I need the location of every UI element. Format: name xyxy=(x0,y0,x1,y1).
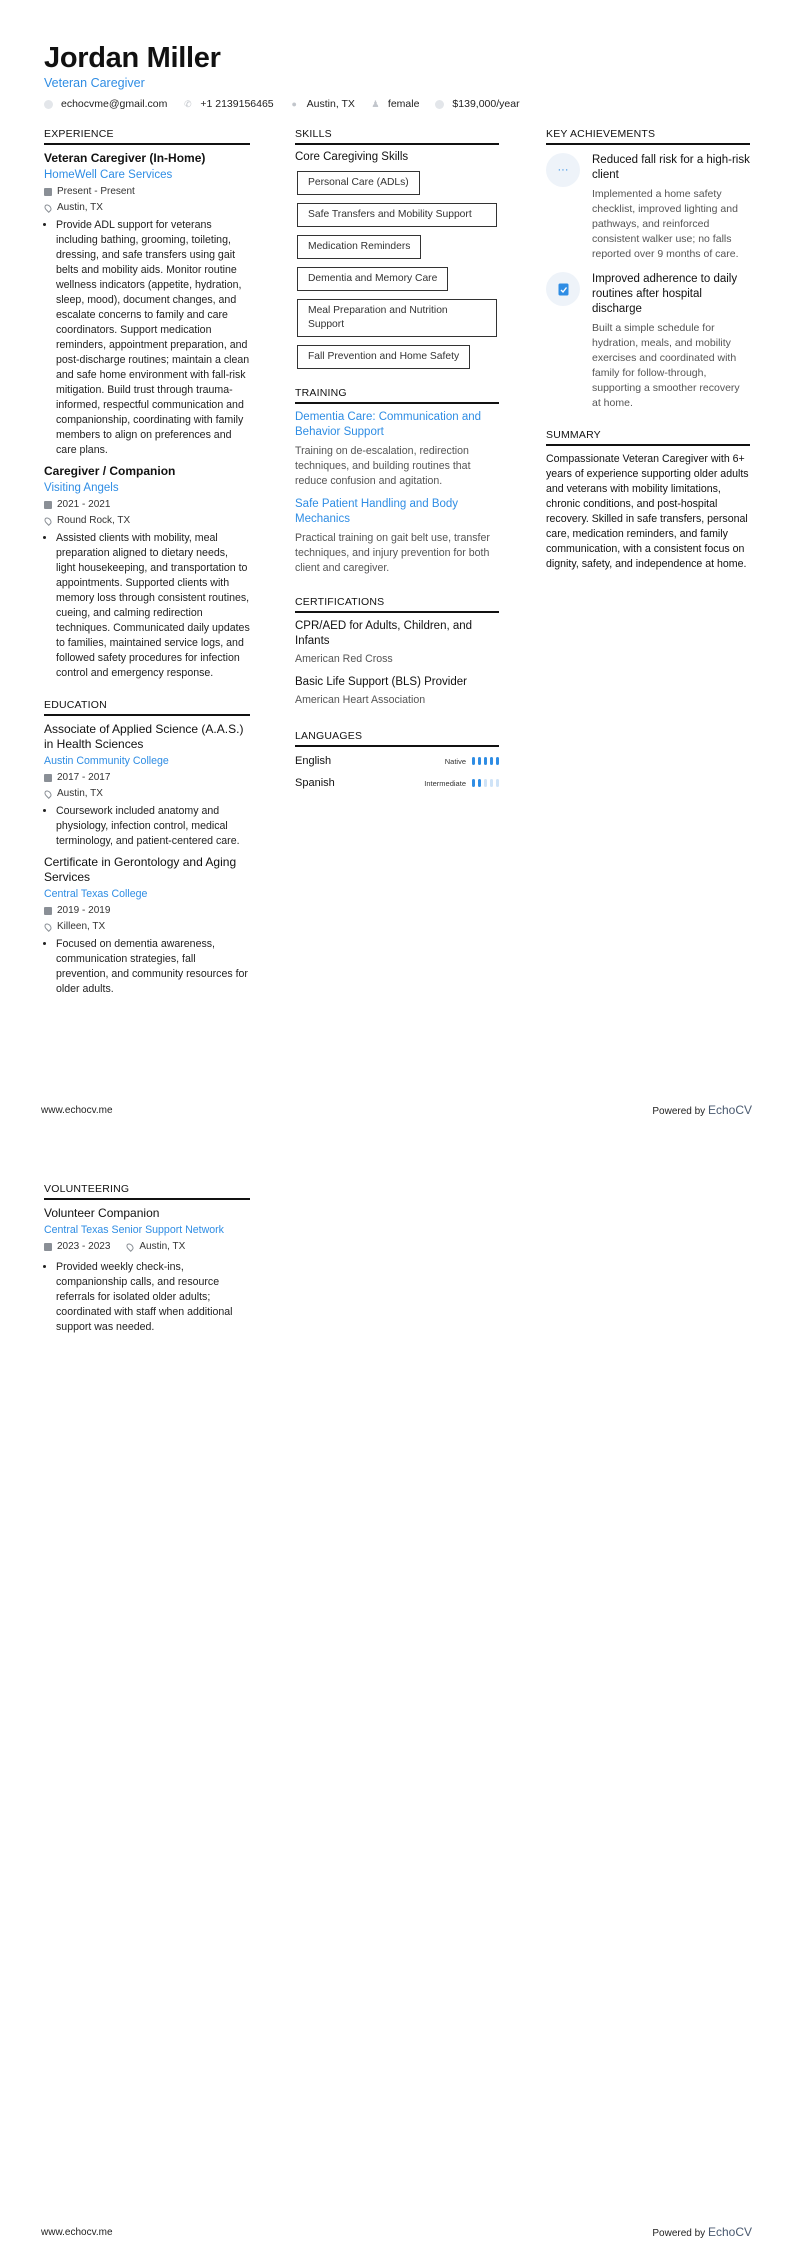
skill-tag: Personal Care (ADLs) xyxy=(297,171,420,195)
candidate-title: Veteran Caregiver xyxy=(44,76,145,90)
language-meter-segment xyxy=(484,779,487,787)
certification-title: CPR/AED for Adults, Children, and Infants xyxy=(295,620,473,647)
language-row xyxy=(295,755,499,767)
experience-org: Visiting Angels xyxy=(44,482,119,494)
certification-title: Basic Life Support (BLS) Provider xyxy=(295,676,467,688)
calendar-icon xyxy=(44,1243,52,1251)
languages-heading: LANGUAGES xyxy=(295,730,499,747)
contact-phone: ✆ +1 2139156465 xyxy=(184,98,274,110)
location-pin-icon xyxy=(43,203,53,213)
footer-website[interactable]: www.echocv.me xyxy=(41,2227,113,2238)
skills-list xyxy=(295,163,499,369)
volunteering-heading: VOLUNTEERING xyxy=(44,1183,250,1200)
email-icon xyxy=(44,100,53,109)
education-school: Austin Community College xyxy=(44,755,169,767)
achievement-title: Reduced fall risk for a high-risk client xyxy=(592,154,750,181)
education-location: Killeen, TX xyxy=(57,921,106,932)
experience-bullet: • Provide ADL support for veterans including bathing, grooming, toileting, dressing, and safe transfers using gait belts and mobility aids. Monitor routine wellness indicators (appetite, hydration, sleep, mood), document changes, and escalate concerns to family and care coordinators. Support medication reminders, appointment preparation, and post-discharge routines; maintain a clean and safe home environment with fall-risk mitigation. Build trust through trauma-informed, respectful communication and companionship, coordinating with family members to align on preferences and care plans. xyxy=(56,218,250,458)
education-dates: 2019 - 2019 xyxy=(57,905,111,916)
contact-salary: $139,000/year xyxy=(435,98,519,110)
location-pin-icon xyxy=(43,516,53,526)
achievement-item xyxy=(546,272,750,411)
skills-group-title: Core Caregiving Skills xyxy=(295,151,409,163)
certification-org: American Heart Association xyxy=(295,694,426,706)
person-icon: ♟ xyxy=(371,98,380,109)
language-meter-segment xyxy=(490,757,493,765)
language-level: Native xyxy=(444,756,466,766)
language-meter-segment xyxy=(496,779,499,787)
location-pin-icon xyxy=(43,922,53,932)
training-desc: Practical training on gait belt use, transfer techniques, and injury prevention for both client and caregiver. xyxy=(295,532,490,574)
contact-row xyxy=(44,98,520,110)
training-title: Safe Patient Handling and Body Mechanics xyxy=(295,498,459,525)
footer-brand: EchoCV xyxy=(707,2225,752,2239)
experience-bullet: • Assisted clients with mobility, meal preparation aligned to dietary needs, light housekeeping, and transportation to appointments. Supported clients with memory loss through consistent routines, cueing, and calming redirection techniques. Communicated daily updates to families, maintained service logs, and followed safety procedures for infection control and emergency response. xyxy=(56,531,250,681)
language-meter-segment xyxy=(472,779,475,787)
skill-tag: Dementia and Memory Care xyxy=(297,267,448,291)
experience-location: Round Rock, TX xyxy=(57,515,131,526)
certification-org: American Red Cross xyxy=(295,653,393,665)
education-degree: Certificate in Gerontology and Aging Services xyxy=(44,855,237,884)
education-school: Central Texas College xyxy=(44,888,148,900)
skill-tag: Medication Reminders xyxy=(297,235,421,259)
experience-role: Caregiver / Companion xyxy=(44,464,176,478)
training-heading: TRAINING xyxy=(295,387,499,404)
certifications-heading: CERTIFICATIONS xyxy=(295,596,499,613)
salary-icon xyxy=(435,100,444,109)
language-name: English xyxy=(295,755,332,767)
training-title: Dementia Care: Communication and Behavior Support xyxy=(295,411,482,438)
language-meter xyxy=(472,757,499,765)
language-meter-segment xyxy=(496,757,499,765)
volunteering-section xyxy=(44,1183,250,1335)
calendar-icon xyxy=(44,774,52,782)
contact-gender: ♟ female xyxy=(371,98,420,110)
summary-text: Compassionate Veteran Caregiver with 6+ years of experience supporting older adults and veterans with mobility limitations, chronic conditions, and post-hospital recovery. Skilled in safe transfers, personal care, medication reminders, and family communication, with a consistent focus on dignity, safety, and independence at home. xyxy=(546,453,749,570)
achievement-desc: Implemented a home safety checklist, improved lighting and pathways, and reinforced consistent walker use; no falls reported over 9 months of care. xyxy=(592,188,739,260)
experience-org: HomeWell Care Services xyxy=(44,169,173,181)
contact-location: ● Austin, TX xyxy=(291,98,355,110)
experience-dates: 2021 - 2021 xyxy=(57,499,111,510)
language-level: Intermediate xyxy=(424,778,466,788)
location-pin-icon xyxy=(43,789,53,799)
language-meter xyxy=(472,779,499,787)
language-meter-segment xyxy=(490,779,493,787)
volunteer-bullet: • Provided weekly check-ins, companionship calls, and resource referrals for isolated older adults; coordinated with staff when additional support was needed. xyxy=(56,1260,250,1335)
experience-dates: Present - Present xyxy=(57,186,135,197)
education-heading: EDUCATION xyxy=(44,699,250,716)
language-meter-segment xyxy=(484,757,487,765)
footer-website[interactable]: www.echocv.me xyxy=(41,1105,113,1116)
calendar-icon xyxy=(44,188,52,196)
experience-heading: EXPERIENCE xyxy=(44,128,250,145)
training-desc: Training on de-escalation, redirection techniques, and building routines that reduce confusion and agitation. xyxy=(295,445,471,487)
summary-heading: SUMMARY xyxy=(546,429,750,446)
education-item xyxy=(44,855,250,997)
education-bullet: • Focused on dementia awareness, communication strategies, fall prevention, and community resources for older adults. xyxy=(56,937,250,997)
middle-column xyxy=(295,128,499,789)
location-pin-icon xyxy=(125,1242,135,1252)
experience-item xyxy=(44,151,250,458)
footer-powered: Powered by EchoCV xyxy=(652,1103,752,1117)
skill-tag: Fall Prevention and Home Safety xyxy=(297,345,470,369)
calendar-icon xyxy=(44,907,52,915)
education-bullet: • Coursework included anatomy and physiology, infection control, medical terminology, and patient-centered care. xyxy=(56,804,250,849)
language-meter-segment xyxy=(472,757,475,765)
left-column xyxy=(44,128,250,997)
language-meter-segment xyxy=(478,757,481,765)
dots-icon: ··· xyxy=(546,153,580,187)
skill-tag: Meal Preparation and Nutrition Support xyxy=(297,299,497,337)
achievement-title: Improved adherence to daily routines after hospital discharge xyxy=(592,273,738,315)
experience-location: Austin, TX xyxy=(57,202,103,213)
skills-heading: SKILLS xyxy=(295,128,499,145)
clipboard-icon xyxy=(546,272,580,306)
education-dates: 2017 - 2017 xyxy=(57,772,111,783)
language-name: Spanish xyxy=(295,777,335,789)
volunteer-location: Austin, TX xyxy=(139,1241,186,1252)
location-icon: ● xyxy=(291,98,297,109)
phone-icon: ✆ xyxy=(184,98,192,109)
education-item xyxy=(44,722,250,849)
language-row xyxy=(295,777,499,789)
education-location: Austin, TX xyxy=(57,788,103,799)
language-meter-segment xyxy=(478,779,481,787)
right-column xyxy=(546,128,750,572)
volunteer-org: Central Texas Senior Support Network xyxy=(44,1224,224,1236)
achievements-heading: KEY ACHIEVEMENTS xyxy=(546,128,750,145)
volunteer-role: Volunteer Companion xyxy=(44,1206,160,1220)
footer-powered: Powered by EchoCV xyxy=(652,2225,752,2239)
footer-brand: EchoCV xyxy=(707,1103,752,1117)
skill-tag: Safe Transfers and Mobility Support xyxy=(297,203,497,227)
experience-item xyxy=(44,464,250,681)
contact-email: echocvme@gmail.com xyxy=(44,98,167,110)
calendar-icon xyxy=(44,501,52,509)
education-degree: Associate of Applied Science (A.A.S.) in Health Sciences xyxy=(44,722,244,751)
achievement-desc: Built a simple schedule for hydration, meals, and mobility exercises and coordinated with family for follow-through, supporting a smoother recovery at home. xyxy=(592,322,740,409)
achievement-item xyxy=(546,153,750,262)
candidate-name: Jordan Miller xyxy=(44,42,221,74)
volunteer-dates: 2023 - 2023 xyxy=(57,1241,111,1252)
experience-role: Veteran Caregiver (In-Home) xyxy=(44,151,206,165)
